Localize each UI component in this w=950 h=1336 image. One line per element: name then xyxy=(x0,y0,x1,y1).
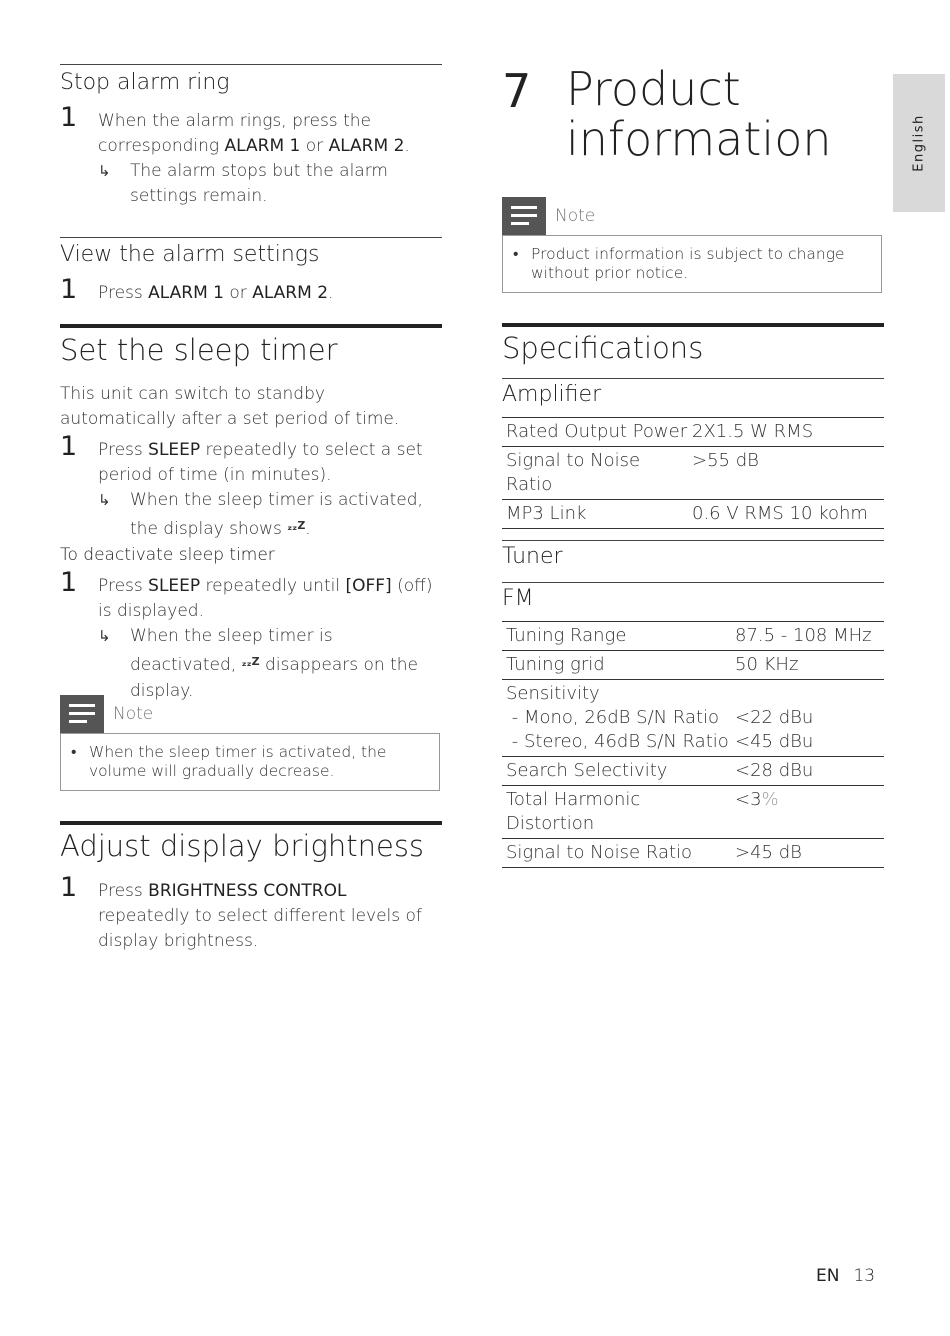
spec-label: Search Selectivity xyxy=(502,757,735,786)
step-number: 1 xyxy=(60,431,78,462)
divider xyxy=(502,540,884,541)
spec-value: 87.5 - 108 MHz xyxy=(735,622,884,651)
divider xyxy=(60,237,442,238)
step-text: . xyxy=(328,283,334,303)
section-title-brightness: Adjust display brightness xyxy=(60,829,425,863)
divider xyxy=(502,378,884,379)
spec-value: 0.6 V RMS 10 kohm xyxy=(692,500,884,529)
deactivate-subtitle: To deactivate sleep timer xyxy=(60,545,275,565)
stereo-value: <45 dBu xyxy=(735,731,814,752)
spec-label: Total Harmonic Distortion xyxy=(502,786,735,839)
stereo-label: - Stereo, 46dB S/N Ratio xyxy=(506,731,729,752)
key-label: SLEEP xyxy=(148,576,201,596)
amplifier-table xyxy=(502,417,884,529)
table-row xyxy=(502,786,884,839)
result-text: . xyxy=(305,519,311,539)
result-arrow-icon: ↳ xyxy=(98,627,111,645)
spec-value: 50 KHz xyxy=(735,651,884,680)
spec-value xyxy=(735,680,884,757)
step-text: . xyxy=(404,136,410,156)
spec-label: Rated Output Power xyxy=(502,418,692,447)
spec-value: >55 dB xyxy=(692,447,884,500)
section-title-view-alarm: View the alarm settings xyxy=(60,242,320,267)
key-label: BRIGHTNESS CONTROL xyxy=(148,881,347,901)
note-box xyxy=(60,733,440,791)
step-text: Press xyxy=(98,283,149,303)
spec-value: >45 dB xyxy=(735,839,884,868)
spec-value: 2X1.5 W RMS xyxy=(692,418,884,447)
step-text: repeatedly until xyxy=(200,576,346,596)
note-text: When the sleep timer is activated, the volume will gradually decrease. xyxy=(89,743,387,780)
amplifier-title: Amplifier xyxy=(502,382,602,407)
spec-label: MP3 Link xyxy=(502,500,692,529)
chapter-number: 7 xyxy=(502,64,532,118)
tuner-title: Tuner xyxy=(502,544,563,569)
key-label: [OFF] xyxy=(345,576,392,596)
spec-value xyxy=(735,786,884,839)
step-text: or xyxy=(223,283,253,303)
step-number: 1 xyxy=(60,567,78,598)
note-text: Product information is subject to change without prior notice. xyxy=(531,245,845,282)
page-footer xyxy=(816,1266,875,1286)
fm-title: FM xyxy=(502,586,534,611)
result-stop-alarm xyxy=(98,159,442,209)
spec-label: Signal to Noise Ratio xyxy=(502,447,692,500)
table-row xyxy=(502,680,884,757)
table-row xyxy=(502,500,884,529)
tuner-table xyxy=(502,621,884,868)
key-label: ALARM 2 xyxy=(328,136,405,156)
table-row xyxy=(502,839,884,868)
step-text: Press xyxy=(98,440,149,460)
key-label: ALARM 1 xyxy=(224,136,301,156)
key-label: SLEEP xyxy=(148,440,201,460)
note-box xyxy=(502,235,882,293)
section-title-sleep-timer: Set the sleep timer xyxy=(60,333,338,367)
result-text: When the sleep timer is activated, the display shows xyxy=(130,490,423,539)
key-label: ALARM 2 xyxy=(252,283,329,303)
section-title-stop-alarm: Stop alarm ring xyxy=(60,70,230,95)
bullet: • xyxy=(513,245,519,263)
specs-title: Specifications xyxy=(502,331,704,365)
bullet: • xyxy=(71,743,77,761)
result-arrow-icon: ↳ xyxy=(98,491,111,509)
step-deactivate-sleep xyxy=(60,567,442,624)
result-text: When the sleep timer is deactivated, xyxy=(130,626,333,675)
result-text: disappears on the display. xyxy=(130,655,419,701)
table-row xyxy=(502,447,884,500)
note-icon xyxy=(60,695,104,733)
footer-language: EN xyxy=(816,1266,840,1286)
sleep-intro: This unit can switch to standby automatically after a set period of time. xyxy=(60,384,400,429)
result-set-sleep xyxy=(98,488,442,543)
spec-value: <28 dBu xyxy=(735,757,884,786)
language-tab xyxy=(893,74,945,212)
divider xyxy=(60,64,442,65)
step-text: (off) is displayed. xyxy=(98,576,433,621)
step-text: Press xyxy=(98,881,149,901)
spec-label: Tuning grid xyxy=(502,651,735,680)
note-label: Note xyxy=(555,206,596,226)
note-sleep xyxy=(60,695,440,791)
step-text: or xyxy=(300,136,329,156)
divider xyxy=(502,582,884,583)
sleep-zzz-icon: ᶻᶻ$^Z$ xyxy=(287,519,306,537)
divider xyxy=(60,324,442,328)
table-row xyxy=(502,757,884,786)
spec-label xyxy=(502,680,735,757)
spec-label: Signal to Noise Ratio xyxy=(502,839,735,868)
step-text: When the alarm rings, press the corresponding xyxy=(98,111,371,156)
note-product xyxy=(502,197,882,293)
thd-value: <3 xyxy=(735,789,762,810)
step-number: 1 xyxy=(60,274,78,305)
result-text: The alarm stops but the alarm settings remain. xyxy=(130,161,388,206)
note-label: Note xyxy=(113,704,154,724)
table-row xyxy=(502,651,884,680)
chapter-title: Product information xyxy=(566,62,832,166)
mono-label: - Mono, 26dB S/N Ratio xyxy=(506,707,720,728)
key-label: ALARM 1 xyxy=(148,283,224,303)
step-set-sleep xyxy=(60,431,442,488)
page-number: 13 xyxy=(853,1266,876,1286)
thd-unit: % xyxy=(761,789,779,810)
spec-label: Tuning Range xyxy=(502,622,735,651)
table-row xyxy=(502,622,884,651)
step-brightness xyxy=(60,872,442,954)
sensitivity-label: Sensitivity xyxy=(506,683,600,704)
result-deactivate-sleep xyxy=(98,624,442,704)
step-text: repeatedly to select a set period of time (in minutes). xyxy=(98,440,423,485)
language-tab-label: English xyxy=(911,114,927,172)
result-arrow-icon: ↳ xyxy=(98,162,111,180)
step-view-alarm xyxy=(60,274,442,306)
mono-value: <22 dBu xyxy=(735,707,814,728)
step-number: 1 xyxy=(60,872,78,903)
step-text: repeatedly to select different levels of display brightness. xyxy=(98,906,422,951)
step-stop-alarm xyxy=(60,102,442,159)
divider xyxy=(502,323,884,327)
divider xyxy=(60,821,442,825)
step-text: Press xyxy=(98,576,149,596)
table-row xyxy=(502,418,884,447)
sleep-zzz-icon: ᶻᶻ$^Z$ xyxy=(241,655,260,673)
note-icon xyxy=(502,197,546,235)
step-number: 1 xyxy=(60,102,78,133)
